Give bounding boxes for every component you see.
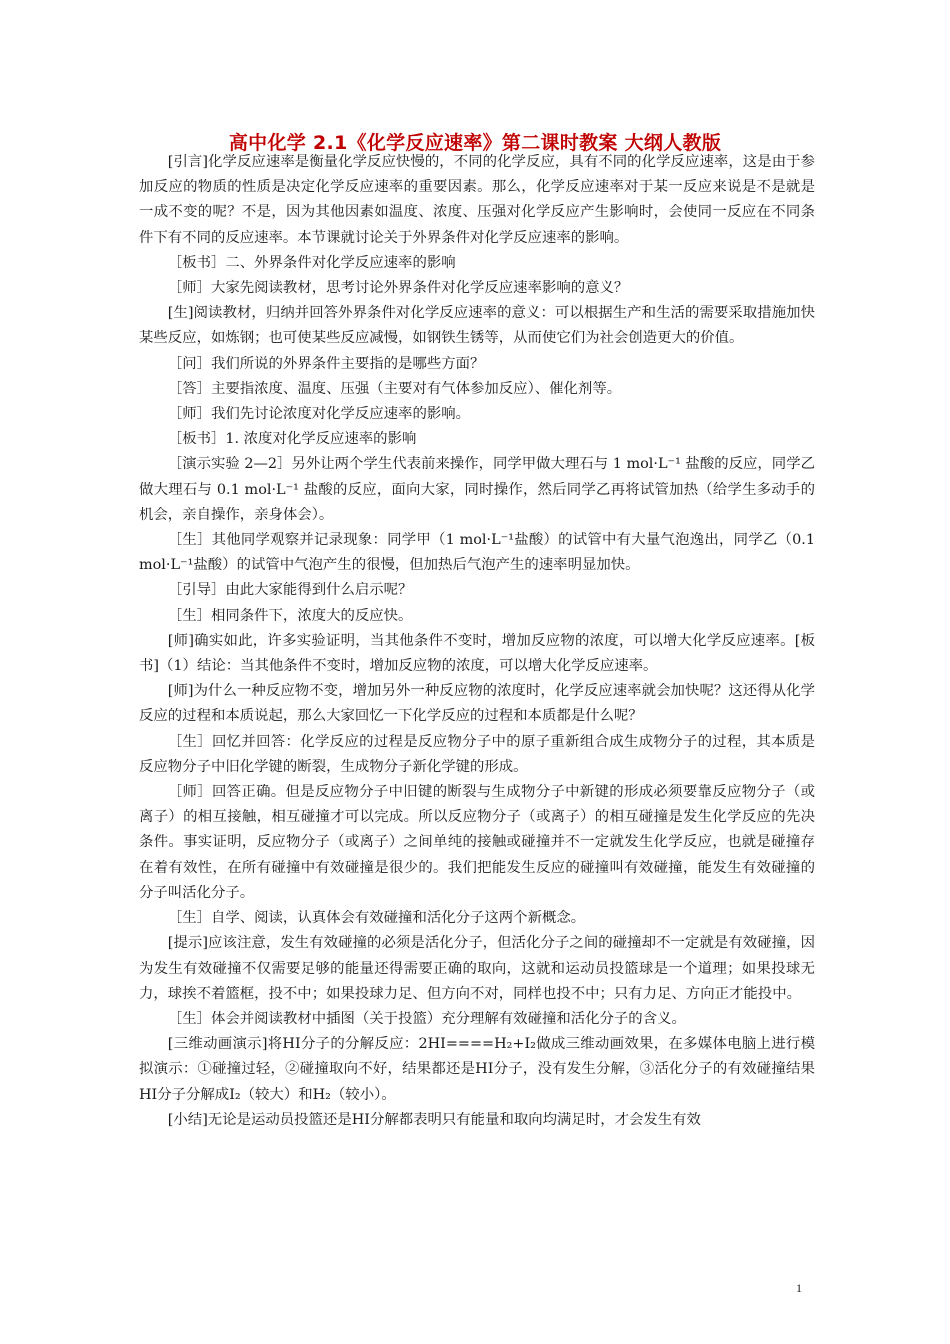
paragraph: [师]为什么一种反应物不变，增加另外一种反应物的浓度时，化学反应速率就会加快呢？这还得从化学反应的过程和本质说起，那么大家回忆一下化学反应的过程和本质都是什么呢？ xyxy=(139,683,815,725)
page-number: 1 xyxy=(796,1281,802,1295)
document-body xyxy=(139,150,815,1133)
paragraph: [师]确实如此，许多实验证明，当其他条件不变时，增加反应物的浓度，可以增大化学反应速率。[板书]（1）结论：当其他条件不变时，增加反应物的浓度，可以增大化学反应速率。 xyxy=(139,632,815,675)
paragraph: ［生］自学、阅读，认真体会有效碰撞和活化分子这两个新概念。 xyxy=(167,910,586,927)
paragraph: ［师］大家先阅读教材，思考讨论外界条件对化学反应速率影响的意义？ xyxy=(167,280,629,297)
paragraph: [提示]应该注意，发生有效碰撞的必须是活化分子，但活化分子之间的碰撞却不一定就是有效碰撞，因为发生有效碰撞不仅需要足够的能量还得需要正确的取向，这就和运动员投篮球是一个道理；如果投球无力，球挨不着篮框，投不中；如果投球力足、但方向不对，同样也投不中；只有力足、方向正才能投中。 xyxy=(139,935,815,1002)
paragraph: ［生］相同条件下，浓度大的反应快。 xyxy=(167,607,413,624)
paragraph: ［师］回答正确。但是反应物分子中旧键的断裂与生成物分子中新键的形成必须要靠反应物分子（或离子）的相互接触，相互碰撞才可以完成。所以反应物分子（或离子）的相互碰撞是发生化学反应的先决条件。事实证明，反应物分子（或离子）之间单纯的接触或碰撞并不一定就发生化学反应，也就是碰撞存在着有效性，在所有碰撞中有效碰撞是很少的。我们把能发生反应的碰撞叫有效碰撞，能发生有效碰撞的分子叫活化分子。 xyxy=(139,784,815,901)
paragraph: ［引导］由此大家能得到什么启示呢？ xyxy=(167,582,413,599)
paragraph: ［板书］1. 浓度对化学反应速率的影响 xyxy=(167,431,417,448)
paragraph: [三维动画演示]将HI分子的分解反应：2HI====H₂+I₂做成三维动画效果，在多媒体电脑上进行模拟演示：①碰撞过轻，②碰撞取向不好，结果都还是HI分子，没有发生分解，③活化分子的有效碰撞结果HI分子分解成I₂（较大）和H₂（较小）。 xyxy=(139,1036,815,1103)
paragraph: ［答］主要指浓度、温度、压强（主要对有气体参加反应）、催化剂等。 xyxy=(167,380,622,397)
paragraph: [生]阅读教材，归纳并回答外界条件对化学反应速率的意义：可以根据生产和生活的需要采取措施加快某些反应，如炼钢；也可使某些反应减慢，如钢铁生锈等，从而使它们为社会创造更大的价值。 xyxy=(139,305,815,347)
paragraph: ［演示实验 2—2］另外让两个学生代表前来操作，同学甲做大理石与 1 mol·L⁻¹ 盐酸的反应，同学乙做大理石与 0.1 mol·L⁻¹ 盐酸的反应，面向大家，同时操作，然后同学乙再将试管加热（给学生多动手的机会，亲自操作，亲身体会）。 xyxy=(139,456,815,523)
paragraph: ［生］回忆并回答：化学反应的过程是反应物分子中的原子重新组合成生成物分子的过程，其本质是反应物分子中旧化学键的断裂，生成物分子新化学键的形成。 xyxy=(139,733,815,775)
paragraph: ［问］我们所说的外界条件主要指的是哪些方面？ xyxy=(167,355,485,372)
paragraph: ［师］我们先讨论浓度对化学反应速率的影响。 xyxy=(167,406,471,423)
document-title: 高中化学 2.1《化学反应速率》第二课时教案 大纲人教版 xyxy=(228,132,722,154)
paragraph: ［板书］二、外界条件对化学反应速率的影响 xyxy=(167,254,456,271)
paragraph: [小结]无论是运动员投篮还是HI分解都表明只有能量和取向均满足时，才会发生有效 xyxy=(167,1111,701,1128)
paragraph: ［生］其他同学观察并记录现象：同学甲（1 mol·L⁻¹盐酸）的试管中有大量气泡逸出，同学乙（0.1 mol·L⁻¹盐酸）的试管中气泡产生的很慢，但加热后气泡产生的速率明显加快。 xyxy=(139,532,815,574)
paragraph: [引言]化学反应速率是衡量化学反应快慢的，不同的化学反应，具有不同的化学反应速率，这是由于参加反应的物质的性质是决定化学反应速率的重要因素。那么，化学反应速率对于某一反应来说是不是就是一成不变的呢？不是，因为其他因素如温度、浓度、压强对化学反应产生影响时，会使同一反应在不同条件下有不同的反应速率。本节课就讨论关于外界条件对化学反应速率的影响。 xyxy=(139,154,815,246)
paragraph: ［生］体会并阅读教材中插图（关于投篮）充分理解有效碰撞和活化分子的含义。 xyxy=(167,1010,686,1027)
